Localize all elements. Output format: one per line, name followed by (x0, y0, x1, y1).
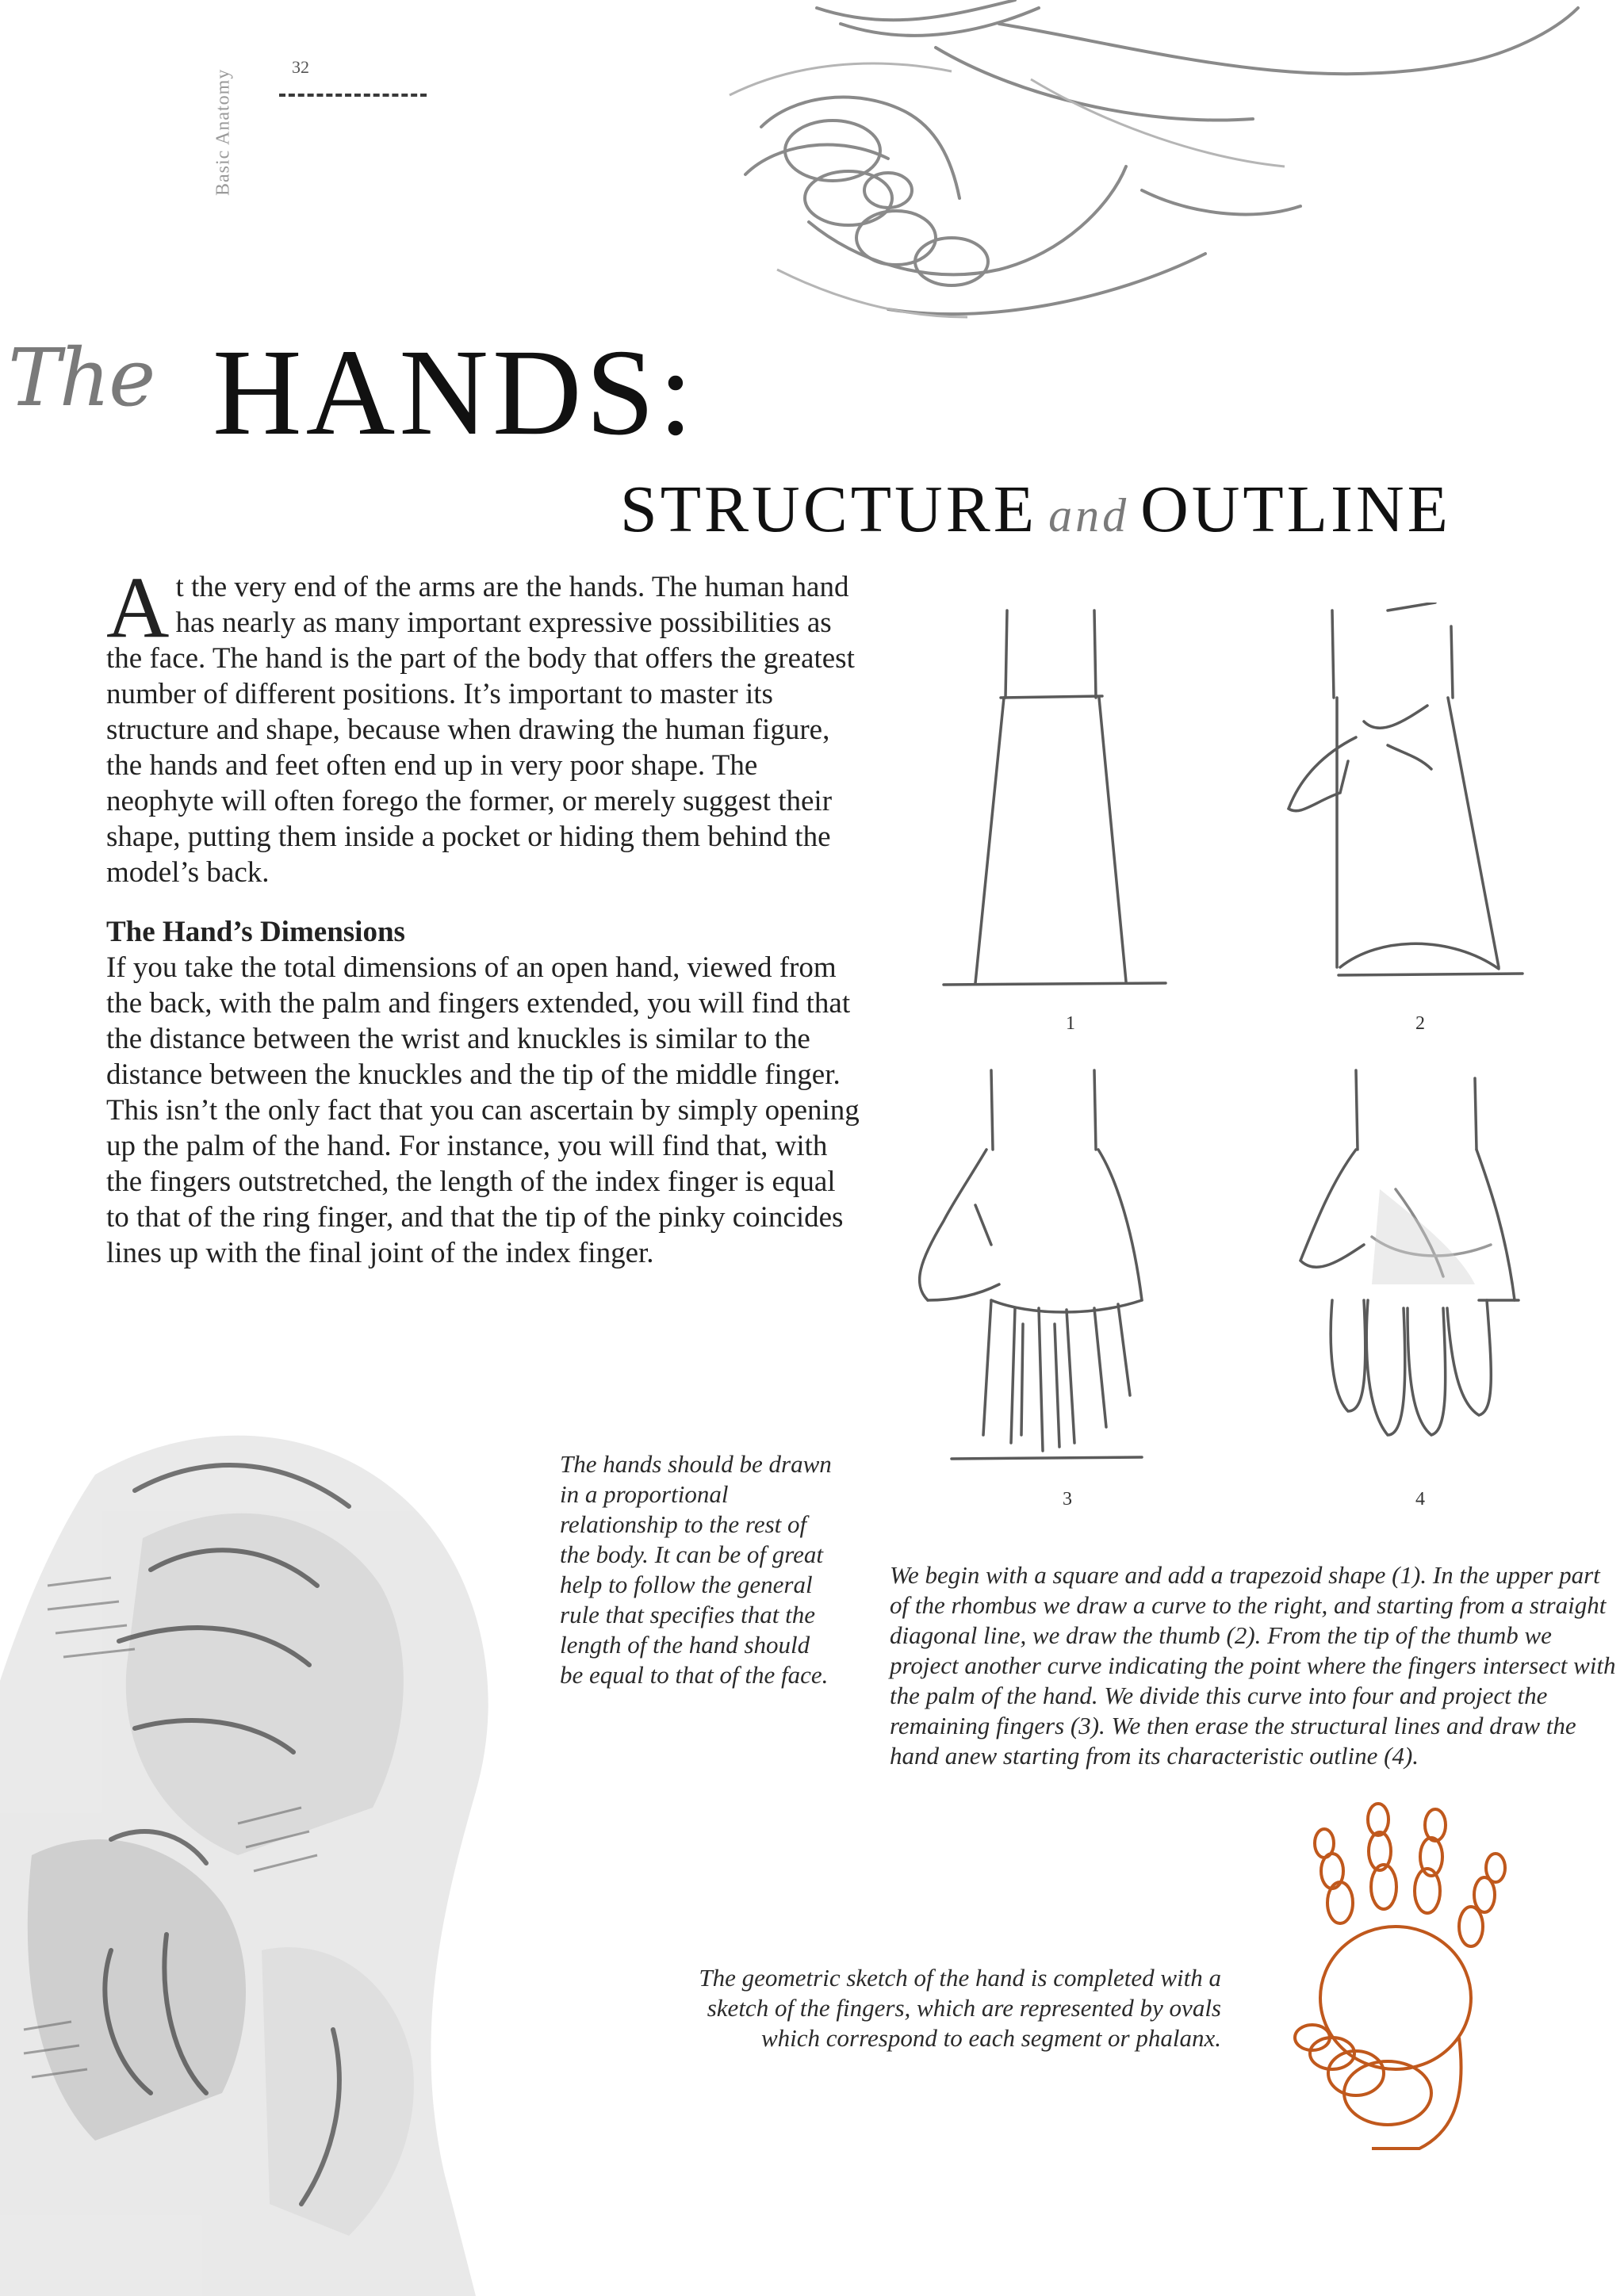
subheading-dimensions: The Hand’s Dimensions (106, 916, 405, 948)
step-label-3: 3 (1063, 1489, 1072, 1510)
section-label: Basic Anatomy (213, 68, 234, 197)
page-subtitle (620, 471, 1451, 548)
caption-steps: We begin with a square and add a trapezoid shape (1). In the upper part of the rhombus we draw a curve to the right, and starting from a straight diagonal line, we draw the thumb (2). From the tip of the thumb we project another curve indicating the point where the fingers intersect with the palm of the hand. We divide this curve into four and project the remaining fingers (3). We then erase the structural lines and draw the hand anew starting from its characteristic outline (4). (890, 1561, 1616, 1770)
subtitle-outline: OUTLINE (1140, 473, 1451, 546)
body-text (106, 559, 860, 1271)
dashed-rule (279, 94, 427, 97)
caption-proportion: The hands should be drawn in a proportional relationship to the rest of the body. It can be of great help to follow the general rule that specifies that the length of the hand should be equal to that of the face. (560, 1450, 832, 1689)
page-number: 32 (292, 57, 309, 77)
dimensions-paragraph: If you take the total dimensions of an open hand, viewed from the back, with the palm and fingers extended, you will find that the distance between the wrist and knuckles is similar to the distance between the knuckles and the tip of the middle finger. This isn’t the only fact that you can ascertain by simply opening up the palm of the hand. For instance, you will find that, with the fingers outstretched, the length of the index finger is equal to that of the ring finger, and that the tip of the pinky coincides lines up with the final joint of the index finger. (106, 951, 860, 1269)
page-title: HANDS: (213, 323, 697, 461)
charcoal-hand-sketch (0, 1380, 793, 2296)
subtitle-structure: STRUCTURE (620, 473, 1038, 546)
step-label-2: 2 (1415, 1013, 1425, 1034)
intro-paragraph (106, 559, 860, 890)
drop-cap: A (106, 559, 170, 656)
step-4-sketch (1285, 1062, 1554, 1475)
oval-hand-sketch (1277, 1800, 1562, 2156)
caption-ovals: The geometric sketch of the hand is completed with a sketch of the fingers, which are represented by ovals which correspond to each segment or phalanx. (699, 1964, 1221, 2052)
top-hand-sketch (698, 0, 1586, 333)
intro-text: t the very end of the arms are the hands. The human hand has nearly as many important expressive possibilities as the face. The hand is the part of the body that offers the greatest number of different positions. It’s important to master its structure and shape, because when drawing the human figure, the hands and feet often end up in very poor shape. The neophyte will often forego the former, or merely suggest their shape, putting them inside a pocket or hiding them behind the model’s back. (106, 571, 855, 889)
step-2-sketch (1269, 603, 1538, 999)
step-1-sketch (936, 603, 1174, 999)
title-the: The (8, 331, 155, 424)
step-3-sketch (904, 1062, 1174, 1475)
step-label-4: 4 (1415, 1489, 1425, 1510)
subtitle-and: and (1048, 489, 1130, 541)
step-label-1: 1 (1066, 1013, 1075, 1034)
